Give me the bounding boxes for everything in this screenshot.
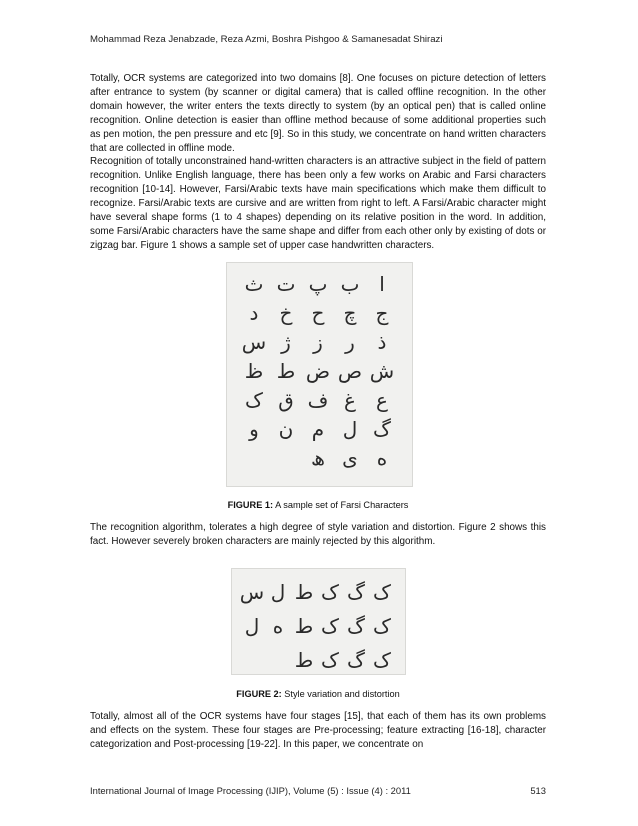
paragraph-ocr-stages: Totally, almost all of the OCR systems have four stages [15], that each of them has its own problems and effects on the system. These four stages are Pre-processing; feature extracting [16-18], character categorization and Post-processing [19-22]. In this paper, we concentrate on xyxy=(90,711,546,750)
running-header: Mohammad Reza Jenabzade, Reza Azmi, Boshra Pishgoo & Samanesadat Shirazi xyxy=(90,34,443,45)
farsi-characters-scan xyxy=(227,263,412,486)
handwritten-character: خ xyxy=(279,301,293,325)
handwritten-character: ل xyxy=(244,614,260,638)
handwritten-character: ک xyxy=(321,614,339,638)
handwritten-character: ح xyxy=(311,301,325,325)
handwritten-character: ه xyxy=(376,446,388,470)
handwritten-character: ژ xyxy=(281,330,291,354)
handwritten-character: ق xyxy=(278,388,294,412)
handwritten-character: ک xyxy=(321,580,339,604)
handwritten-character: ل xyxy=(270,580,286,604)
paragraph-ocr-domains: Totally, OCR systems are categorized into two domains [8]. One focuses on picture detection of letters after entrance to system (by scanner or digital camera) that is called offline recognition. In the other domain however, the writer enters the texts directly to system (by an optical pen) that is called online recognition. Online detection is easier than offline method because of some additional properties such as pen motion, the pen pressure and etc [9]. So in this study, we concentrate on hand written characters that are collected in offline mode. xyxy=(90,73,546,154)
distorted-characters-scan xyxy=(232,569,405,674)
figure-1-image xyxy=(226,262,413,487)
handwritten-character: گ xyxy=(347,580,365,604)
handwritten-character: ک xyxy=(245,388,263,412)
handwritten-character: و xyxy=(249,417,259,441)
figure-2-label: FIGURE 2: xyxy=(236,689,282,699)
handwritten-character: ل xyxy=(342,417,358,441)
handwritten-character: ب xyxy=(340,272,360,296)
handwritten-character: ر xyxy=(345,330,355,354)
figure-1-caption xyxy=(90,500,546,510)
handwritten-character: ت xyxy=(276,272,296,296)
handwritten-character: ی xyxy=(342,446,358,470)
handwritten-character: ه xyxy=(272,614,284,638)
paragraph-style-variation: The recognition algorithm, tolerates a high degree of style variation and distortion. Figure 2 shows this fact. However severely broken characters are mainly rejected by this algorithm. xyxy=(90,522,546,547)
handwritten-character: ط xyxy=(294,580,314,604)
figure-2-image xyxy=(231,568,406,675)
handwritten-character: ک xyxy=(373,580,391,604)
figure-1-label: FIGURE 1: xyxy=(227,500,274,510)
handwritten-character: ک xyxy=(321,648,339,672)
handwritten-character: ث xyxy=(244,272,264,296)
figure-2-caption-text: Style variation and distortion xyxy=(284,689,400,699)
handwritten-character: چ xyxy=(343,301,357,325)
handwritten-character: س xyxy=(239,580,265,604)
handwritten-character: غ xyxy=(344,388,356,412)
handwritten-character: ز xyxy=(313,330,323,354)
handwritten-character: ط xyxy=(276,359,296,383)
handwritten-character: ھ xyxy=(311,446,325,470)
figure-2-caption xyxy=(90,689,546,699)
handwritten-character: ع xyxy=(376,388,388,412)
handwritten-character: م xyxy=(311,417,325,441)
handwritten-character: گ xyxy=(373,417,391,441)
journal-citation: International Journal of Image Processing (IJIP), Volume (5) : Issue (4) : 2011 xyxy=(90,785,411,796)
handwritten-character: ذ xyxy=(377,330,387,354)
handwritten-character: س xyxy=(241,330,267,354)
handwritten-character: د xyxy=(249,301,259,325)
page-footer xyxy=(90,785,546,796)
handwritten-character: ک xyxy=(373,614,391,638)
handwritten-character: ن xyxy=(278,417,294,441)
handwritten-character: ض xyxy=(305,359,331,383)
handwritten-character: گ xyxy=(347,648,365,672)
handwritten-character: ا xyxy=(379,272,385,296)
handwritten-character: ط xyxy=(294,614,314,638)
figure-1-caption-text: A sample set of Farsi Characters xyxy=(275,500,409,510)
handwritten-character: ش xyxy=(369,359,395,383)
handwritten-character: ظ xyxy=(244,359,264,383)
handwritten-character: ج xyxy=(375,301,389,325)
handwritten-character: ص xyxy=(337,359,363,383)
handwritten-character: پ xyxy=(308,272,328,296)
paragraph-farsi-recognition: Recognition of totally unconstrained hand-written characters is an attractive subject in the field of pattern recognition. Unlike English language, there has been only a few works on Arabic and Farsi characters recognition [10-14]. However, Farsi/Arabic texts have main specifications which make them difficult to recognize. Farsi/Arabic texts are cursive and are written from right to left. A Farsi/Arabic character might have several shape forms (1 to 4 shapes) depending on its relative position in the word. In addition, some Farsi/Arabic characters have the same shape and differ from each other only by existing of dots or zigzag bar. Figure 1 shows a sample set of upper case handwritten characters. xyxy=(90,156,546,251)
handwritten-character: ک xyxy=(373,648,391,672)
handwritten-character: گ xyxy=(347,614,365,638)
page-number: 513 xyxy=(530,785,546,796)
handwritten-character: ط xyxy=(294,648,314,672)
handwritten-character: ف xyxy=(307,388,329,412)
